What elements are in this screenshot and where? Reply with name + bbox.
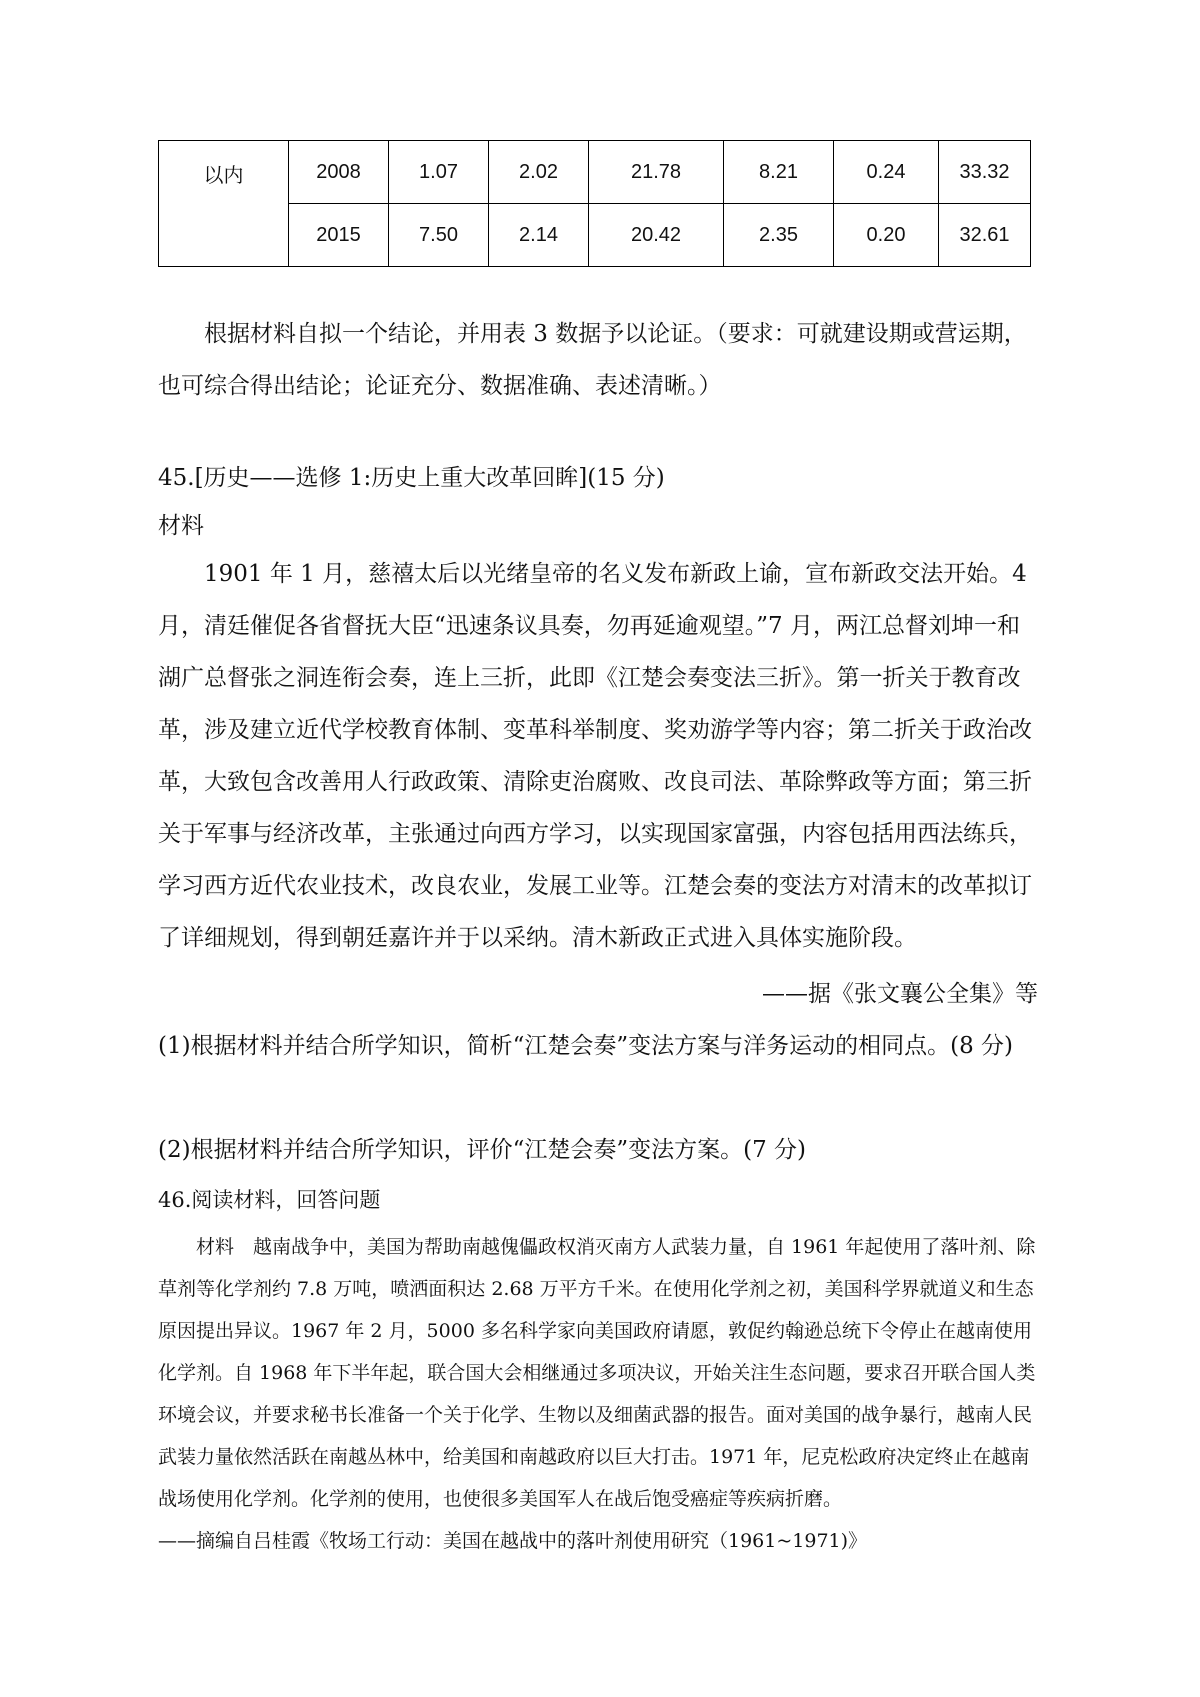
q45-material-text: 1901 年 1 月，慈禧太后以光绪皇帝的名义发布新政上谕，宣布新政交法开始。4 月，清廷催促各省督抚大臣“迅速条议具奏，勿再延逾观望。”7 月，两江总督刘坤一和湖广总督张之洞连衔会奏，连上三折，此即《江楚会奏变法三折》。第一折关于教育改革，涉及建立近代学校教育体制、变革科举制度、奖劝游学等内容；第二折关于政治改革，大致包含改善用人行政政策、清除吏治腐败、改良司法、革除弊政等方面；第三折关于军事与经济改革，主张通过向西方学习，以实现国家富强，内容包括用西法练兵，学习西方近代农业技术，改良农业，发展工业等。江楚会奏的变法方对清末的改革拟订了详细规划，得到朝廷嘉许并于以采纳。清木新政正式进入具体实施阶段。 — [158, 561, 1032, 951]
q45-sub-question-1: (1)根据材料并结合所学知识，简析“江楚会奏”变法方案与洋务运动的相同点。(8 分) — [158, 1033, 1013, 1059]
table-cell: 2015 — [289, 204, 389, 267]
data-table — [158, 140, 1031, 267]
q46-material-text: 材料 越南战争中，美国为帮助南越傀儡政权消灭南方人武装力量，自 1961 年起使用了落叶剂、除草剂等化学剂约 7.8 万吨，喷洒面积达 2.68 万平方千米。在使用化学剂之初，美国科学界就道义和生态原因提出异议。1967 年 2 月，5000 多名科学家向美国政府请愿，敦促约翰逊总统下令停止在越南使用化学剂。自 1968 年下半年起，联合国大会相继通过多项决议，开始关注生态问题，要求召开联合国人类环境会议，并要求秘书长准备一个关于化学、生物以及细菌武器的报告。面对美国的战争暴行，越南人民武装力量依然活跃在南越丛林中，给美国和南越政府以巨大打击。1971 年，尼克松政府决定终止在越南战场使用化学剂。化学剂的使用，也使很多美国军人在战后饱受癌症等疾病折磨。 — [158, 1236, 1036, 1510]
table-cell: 32.61 — [939, 204, 1031, 267]
q45-source: ——据《张文襄公全集》等 — [762, 981, 1038, 1007]
table-cell: 21.78 — [589, 141, 724, 204]
table-cell: 2.14 — [489, 204, 589, 267]
table-cell: 0.20 — [834, 204, 939, 267]
table-cell: 33.32 — [939, 141, 1031, 204]
table-cell: 7.50 — [389, 204, 489, 267]
q44-instruction: 根据材料自拟一个结论，并用表 3 数据予以论证。（要求：可就建设期或营运期，也可综合得出结论；论证充分、数据准确、表述清晰。） — [158, 321, 1027, 399]
table-row — [159, 204, 1031, 267]
table-cell: 2.35 — [724, 204, 834, 267]
table-cell: 1.07 — [389, 141, 489, 204]
table-cell: 0.24 — [834, 141, 939, 204]
table-cell: 2.02 — [489, 141, 589, 204]
table-cell: 2008 — [289, 141, 389, 204]
q46-source: ——摘编自吕桂霞《牧场工行动：美国在越战中的落叶剂使用研究（1961~1971)》 — [158, 1530, 868, 1552]
q45-sub-question-2: (2)根据材料并结合所学知识，评价“江楚会奏”变法方案。(7 分) — [158, 1137, 806, 1163]
q45-heading: 45.[历史——选修 1:历史上重大改革回眸](15 分) — [158, 465, 665, 491]
table-cell: 以内 — [159, 141, 289, 267]
table-row — [159, 141, 1031, 204]
q45-material-label: 材料 — [158, 513, 204, 539]
q46-heading: 46.阅读材料，回答问题 — [158, 1188, 381, 1212]
table-cell: 20.42 — [589, 204, 724, 267]
table-cell: 8.21 — [724, 141, 834, 204]
